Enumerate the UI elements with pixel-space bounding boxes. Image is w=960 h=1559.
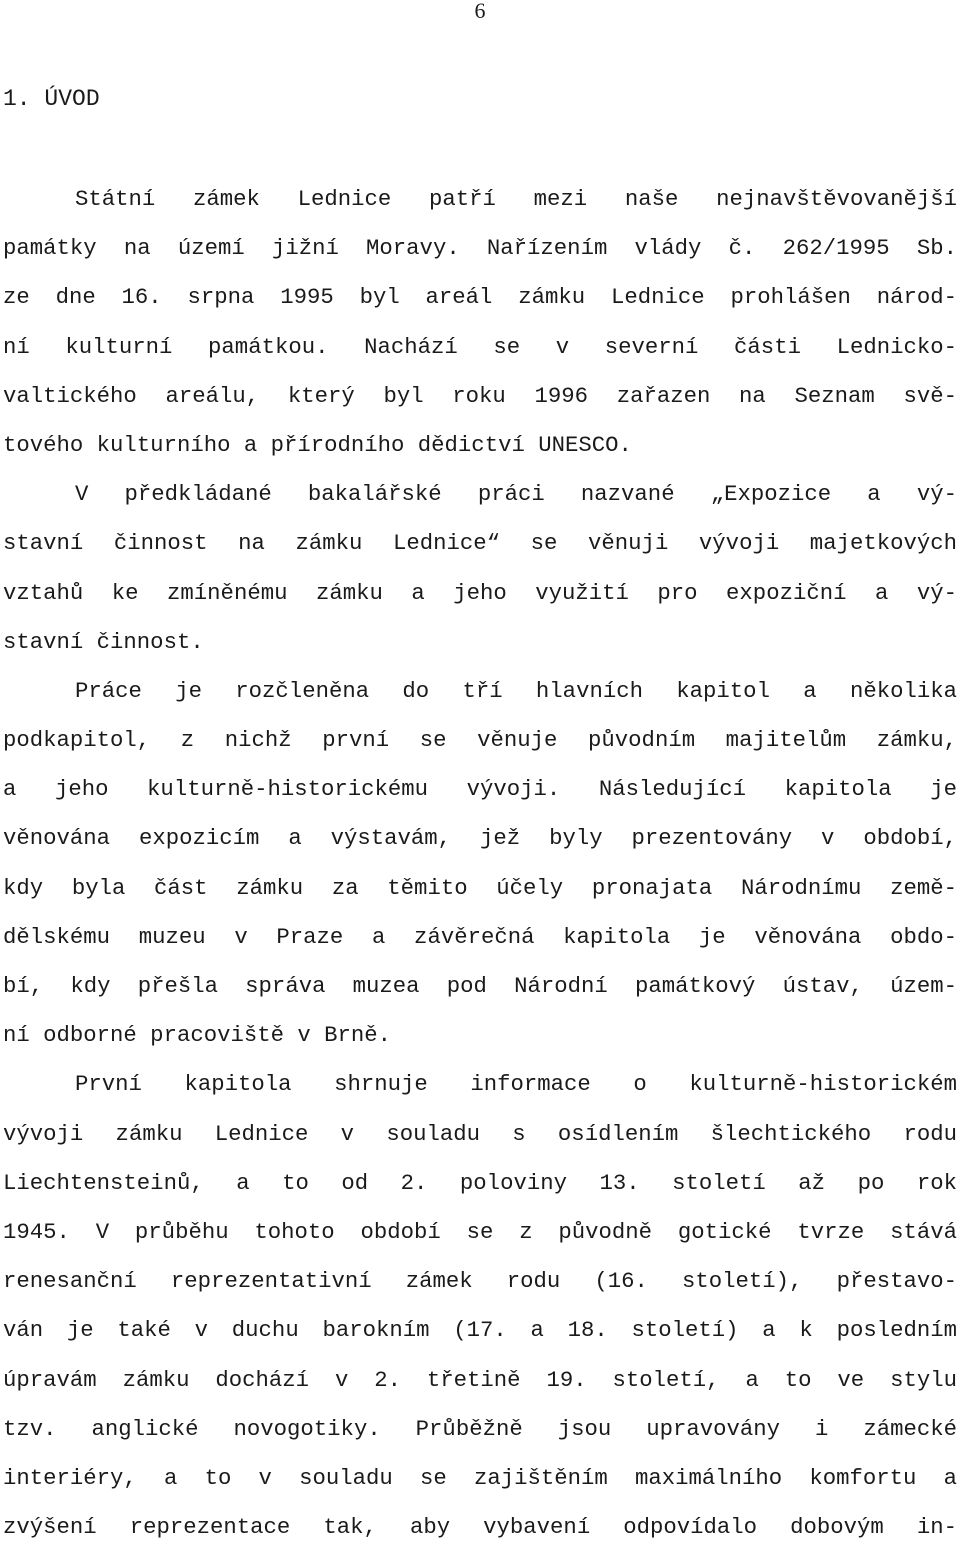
text-line: Liechtensteinů, a to od 2. poloviny 13. století až po rok [3,1169,957,1196]
text-line: památky na území jižní Moravy. Nařízením vlády č. 262/1995 Sb. [3,235,957,262]
text-line: věnována expozicím a výstavám, jež byly prezentovány v období, [3,825,957,852]
text-line: kdy byla část zámku za těmito účely pronajata Národnímu země- [3,874,957,901]
text-line: V předkládané bakalářské práci nazvané „Expozice a vý- [75,481,957,508]
text-line: ní kulturní památkou. Nachází se v severní části Lednicko- [3,333,957,360]
text-line: Státní zámek Lednice patří mezi naše nejnavštěvovanější [75,186,957,212]
text-line: dělskému muzeu v Praze a závěrečná kapitola je věnována obdo- [3,923,957,950]
text-line: ze dne 16. srpna 1995 byl areál zámku Lednice prohlášen národ- [3,284,957,311]
text-line: bí, kdy přešla správa muzea pod Národní památkový ústav, územ- [3,973,957,999]
text-line: podkapitol, z nichž první se věnuje původním majitelům zámku, [3,727,957,754]
text-line: valtického areálu, který byl roku 1996 zařazen na Seznam svě- [3,382,957,409]
text-line: renesanční reprezentativní zámek rodu (16. století), přestavo- [3,1268,957,1295]
text-line: Práce je rozčleněna do tří hlavních kapitol a několika [75,677,957,704]
chapter-heading: 1. ÚVOD [3,86,100,112]
text-line: První kapitola shrnuje informace o kulturně-historickém [75,1071,957,1098]
text-line: vývoji zámku Lednice v souladu s osídlením šlechtického rodu [3,1120,957,1147]
body-text [3,182,957,1559]
text-line: ván je také v duchu barokním (17. a 18. století) a k posledním [3,1317,957,1344]
text-line: zvýšení reprezentace tak, aby vybavení odpovídalo dobovým in- [3,1514,957,1541]
text-line: stavní činnost. [3,628,204,655]
text-line: a jeho kulturně-historickému vývoji. Následující kapitola je [3,776,957,803]
text-line: vztahů ke zmíněnému zámku a jeho využití pro expoziční a vý- [3,579,957,606]
text-line: úpravám zámku dochází v 2. třetině 19. století, a to ve stylu [3,1366,957,1393]
text-line: interiéry, a to v souladu se zajištěním maximálního komfortu a [3,1464,957,1491]
text-line: tového kulturního a přírodního dědictví UNESCO. [3,431,632,458]
text-line: 1945. V průběhu tohoto období se z původně gotické tvrze stává [3,1218,957,1245]
page-number: 6 [474,0,486,23]
text-line: stavní činnost na zámku Lednice“ se věnuji vývoji majetkových [3,530,957,557]
text-line: tzv. anglické novogotiky. Průběžně jsou upravovány i zámecké [3,1415,957,1442]
text-line: ní odborné pracoviště v Brně. [3,1022,392,1049]
